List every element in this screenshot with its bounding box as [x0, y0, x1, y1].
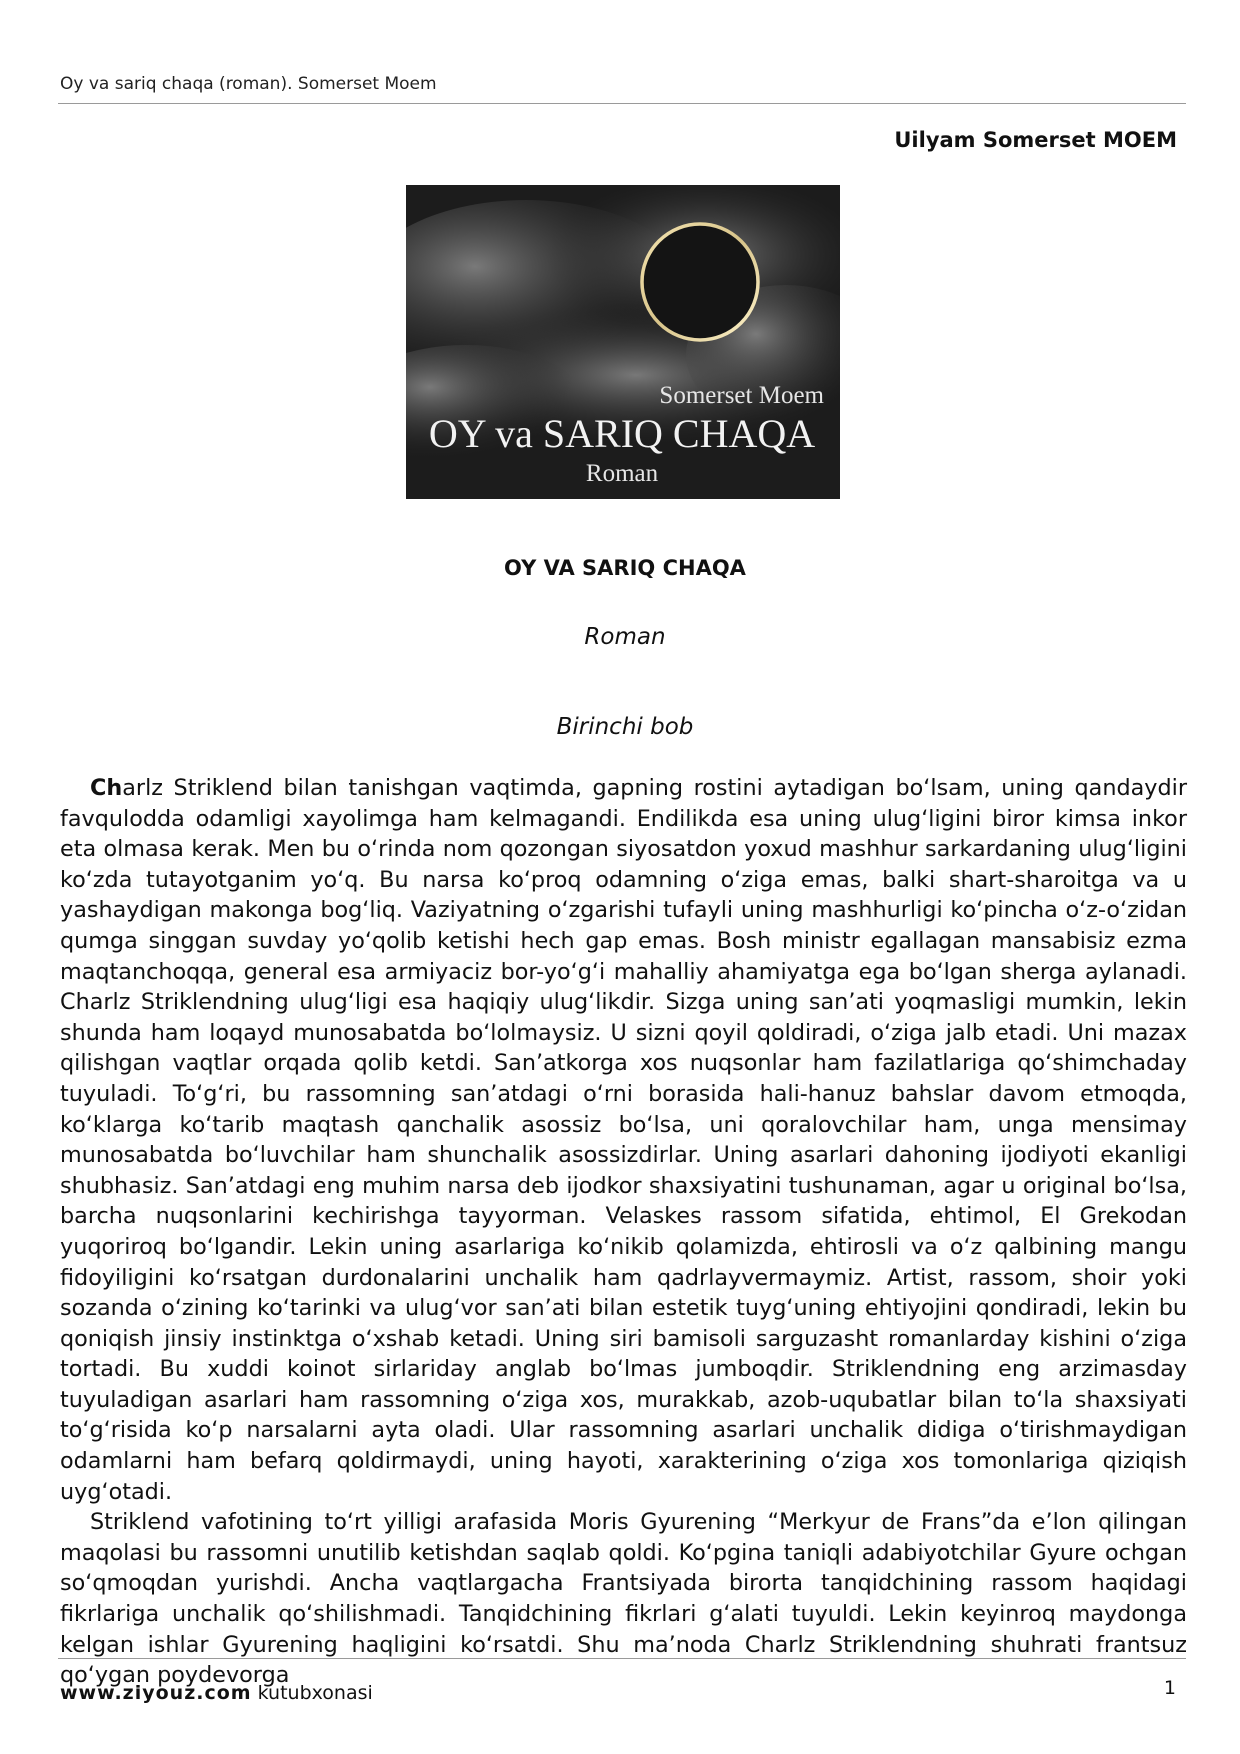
moon-eclipse-ring [642, 224, 758, 340]
author-name: Uilyam Somerset MOEM [894, 128, 1177, 152]
footer-site-link[interactable]: www.ziyouz.com [60, 1682, 252, 1704]
paragraph-initial: Ch [90, 775, 123, 801]
page-number: 1 [1163, 1677, 1176, 1699]
header-divider [58, 103, 1186, 104]
footer-library-label: kutubxonasi [251, 1682, 373, 1704]
body-text [60, 773, 1187, 1691]
paragraph: Striklend vafotining to‘rt yilligi arafasida Moris Gyurening “Merkyur de Frans”da e’lon qilingan maqolasi bu rassomni unutilib ketishdan saqlab qoldi. Ko‘pgina taniqli adabiyotchilar Gyure ochgan so‘qmoqdan yurishdi. Ancha vaqtlargacha Frantsiyada birorta tanqidchining rassom haqidagi fikrlariga unchalik qo‘shilishmadi. Tanqidchining fikrlari g‘alati tuyuldi. Lekin keyinroq maydonga kelgan ishlar Gyurening haqligini ko‘rsatdi. Shu ma’noda Charlz Striklendning shuhrati frantsuz qo‘ygan poydevorga [60, 1509, 1187, 1689]
footer-divider [58, 1658, 1186, 1659]
cover-image [406, 185, 840, 499]
cover-genre-text: Roman [585, 460, 659, 487]
cover-author-text: Somerset Moem [659, 382, 824, 409]
chapter-title: Birinchi bob [556, 714, 694, 740]
paragraph-text: arlz Striklend bilan tanishgan vaqtimda, gapning rostini aytadigan bo‘lsam, uning qandaydir favqulodda odamligi xayolimga ham kelmagandi. Endilikda esa uning ulug‘ligini biror kimsa inkor eta olmasa kerak. Men bu o‘rinda nom qozongan siyosatdon yoxud mashhur sarkardaning ulug‘ligini ko‘zda tutayotganim yo‘q. Bu narsa ko‘proq odamning o‘ziga emas, balki shart-sharoitga va u yashaydigan makonga bog‘liq. Vaziyatning o‘zgarishi tufayli uning mashhurligi ko‘pincha o‘z-o‘zidan qumga singgan suvday yo‘qolib ketishi hech gap emas. Bosh ministr egallagan mansabisiz ezma maqtanchoqqa, general esa armiyaciz bor-yo‘g‘i mahalliy ahamiyatga ega bo‘lgan sherga aylanadi. Charlz Striklendning ulug‘ligi esa haqiqiy ulug‘likdir. Sizga uning san’ati yoqmasligi mumkin, lekin shunda ham loqayd munosabatda bo‘lolmaysiz. U sizni qoyil qoldiradi, o‘ziga jalb etadi. Uni mazax qilishgan vaqtlar orqada qolib ketdi. San’atkorga xos nuqsonlar ham fazilatlariga qo‘shimchaday tuyuladi. To‘g‘ri, bu rassomning san’atdagi o‘rni borasida hali-hanuz bahslar davom etmoqda, ko‘klarga ko‘tarib maqtash qanchalik asossiz bo‘lsa, uni qoralovchilar ham, unga mensimay munosabatda bo‘luvchilar ham shunchalik asossizdirlar. Uning asarlari dahoning ijodiyoti ekanligi shubhasiz. San’atdagi eng muhim narsa deb ijodkor shaxsiyatini tushunaman, agar u original bo‘lsa, barcha nuqsonlarini kechirishga tayyorman. Velaskes rassom sifatida, ehtimol, El Grekodan yuqoriroq bo‘lgandir. Lekin uning asarlariga ko‘nikib qolamizda, ehtirosli va o‘z qalbining mangu fidoyiligini ko‘rsatgan durdonalarini unchalik ham qadrlayvermaymiz. Artist, rassom, shoir yoki sozanda o‘zining ko‘tarinki va ulug‘vor san’ati bilan estetik tuyg‘uning ehtiyojini qondiradi, lekin bu qoniqish jinsiy instinktga o‘xshab ketadi. Uning siri bamisoli sarguzasht romanlarday kishini o‘ziga tortadi. Bu xuddi koinot sirlariday anglab bo‘lmas jumboqdir. Striklendning eng arzimasday tuyuladigan asarlari ham rassomning o‘ziga xos, murakkab, azob-uqubatlar bilan to‘la shaxsiyati to‘g‘risida ko‘p narsalarni ayta oladi. Ular rassomning asarlari unchalik didiga o‘tirishmaydigan odamlarni ham befarq qoldirmaydi, uning hayoti, xarakterining o‘ziga xos tomonlariga qiziqish uyg‘otadi. [60, 775, 1187, 1505]
running-header: Oy va sariq chaqa (roman). Somerset Moem [60, 74, 437, 94]
footer-source [60, 1682, 373, 1704]
book-genre: Roman [584, 624, 666, 650]
cover-title-text: OY va SARIQ CHAQA [428, 411, 816, 456]
paragraph [60, 773, 1187, 1507]
book-title: OY VA SARIQ CHAQA [504, 556, 746, 580]
